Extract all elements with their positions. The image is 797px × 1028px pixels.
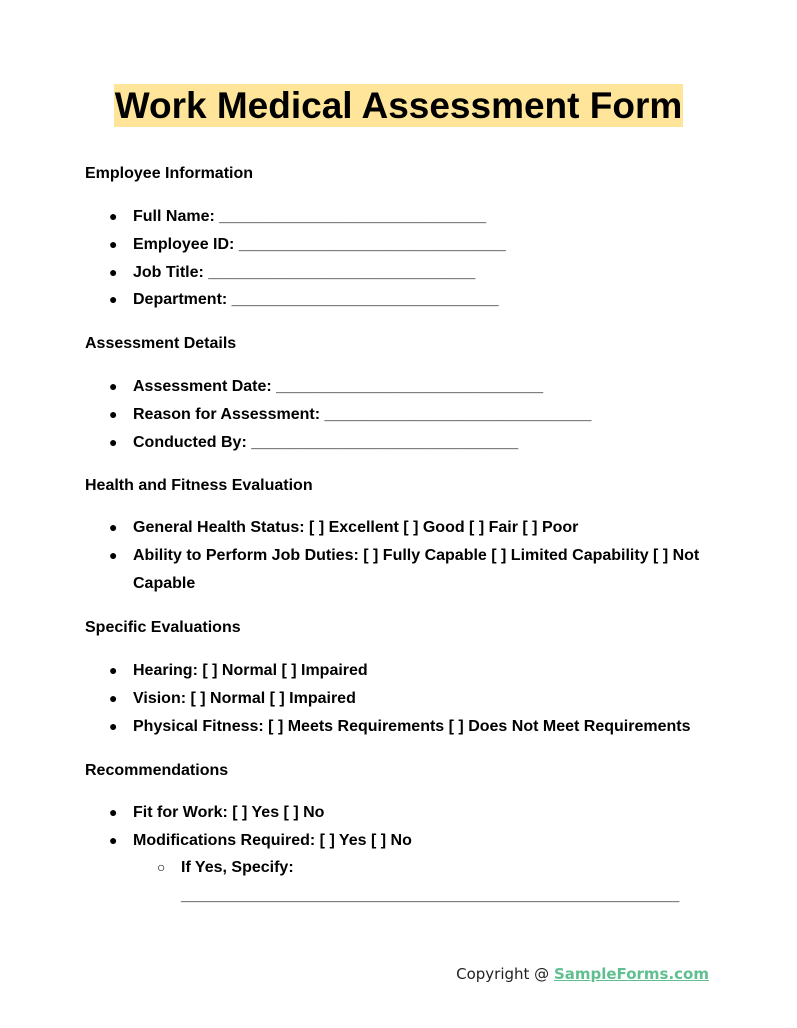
bullet-icon: ● — [109, 405, 118, 422]
bullet-icon: ● — [109, 263, 118, 280]
list-item: ● Ability to Perform Job Duties: [ ] Fully Capable [ ] Limited Capability [ ] Not Capable — [85, 542, 715, 598]
list-item: ● Employee ID: ______________________________ — [85, 231, 715, 259]
section-heading-specific: Specific Evaluations — [85, 619, 241, 636]
health-list — [85, 514, 715, 597]
list-item: ● Physical Fitness: [ ] Meets Requirements [ ] Does Not Meet Requirements — [85, 713, 715, 741]
recommendations-list — [85, 799, 715, 855]
list-item: ● Full Name: ______________________________ — [85, 203, 715, 231]
bullet-icon: ● — [109, 804, 118, 820]
page-title: Work Medical Assessment Form — [114, 85, 683, 126]
title-wrap — [0, 84, 797, 127]
section-heading-health: Health and Fitness Evaluation — [85, 477, 313, 494]
bullet-icon: ● — [109, 546, 118, 563]
circle-bullet-icon: ○ — [157, 859, 166, 875]
list-item: ● Modifications Required: [ ] Yes [ ] No — [85, 827, 715, 855]
sub-list-item: ○ If Yes, Specify: ________________________________________________________ — [133, 854, 703, 910]
bullet-icon: ● — [109, 378, 118, 394]
list-item: ● General Health Status: [ ] Excellent [ ] Good [ ] Fair [ ] Poor — [85, 514, 715, 542]
section-heading-employee: Employee Information — [85, 165, 254, 182]
bullet-icon: ● — [109, 689, 118, 706]
bullet-icon: ● — [109, 235, 118, 252]
bullet-icon: ● — [109, 208, 118, 224]
copyright-prefix: Copyright @ — [456, 965, 554, 983]
list-item: ● Job Title: ______________________________ — [85, 259, 715, 287]
bullet-icon: ● — [109, 831, 118, 848]
employee-list — [85, 203, 715, 314]
list-item: ● Hearing: [ ] Normal [ ] Impaired — [85, 657, 715, 685]
specific-list — [85, 657, 715, 740]
list-item: ● Vision: [ ] Normal [ ] Impaired — [85, 685, 715, 713]
bullet-icon: ● — [109, 717, 118, 734]
bullet-icon: ● — [109, 519, 118, 535]
list-item: ● Conducted By: ______________________________ — [85, 429, 715, 457]
section-heading-assessment: Assessment Details — [85, 335, 237, 352]
section-heading-recommendations: Recommendations — [85, 762, 229, 779]
list-item: ● Reason for Assessment: ______________________________ — [85, 401, 715, 429]
bullet-icon: ● — [109, 291, 118, 308]
list-item: ● Assessment Date: ______________________________ — [85, 373, 715, 401]
bullet-icon: ● — [109, 433, 118, 450]
list-item: ● Fit for Work: [ ] Yes [ ] No — [85, 799, 715, 827]
sampleforms-link[interactable]: SampleForms.com — [553, 965, 709, 983]
list-item: ● Department: ______________________________ — [85, 286, 715, 314]
copyright-footer — [456, 964, 709, 984]
assessment-list — [85, 373, 715, 456]
bullet-icon: ● — [109, 662, 118, 678]
